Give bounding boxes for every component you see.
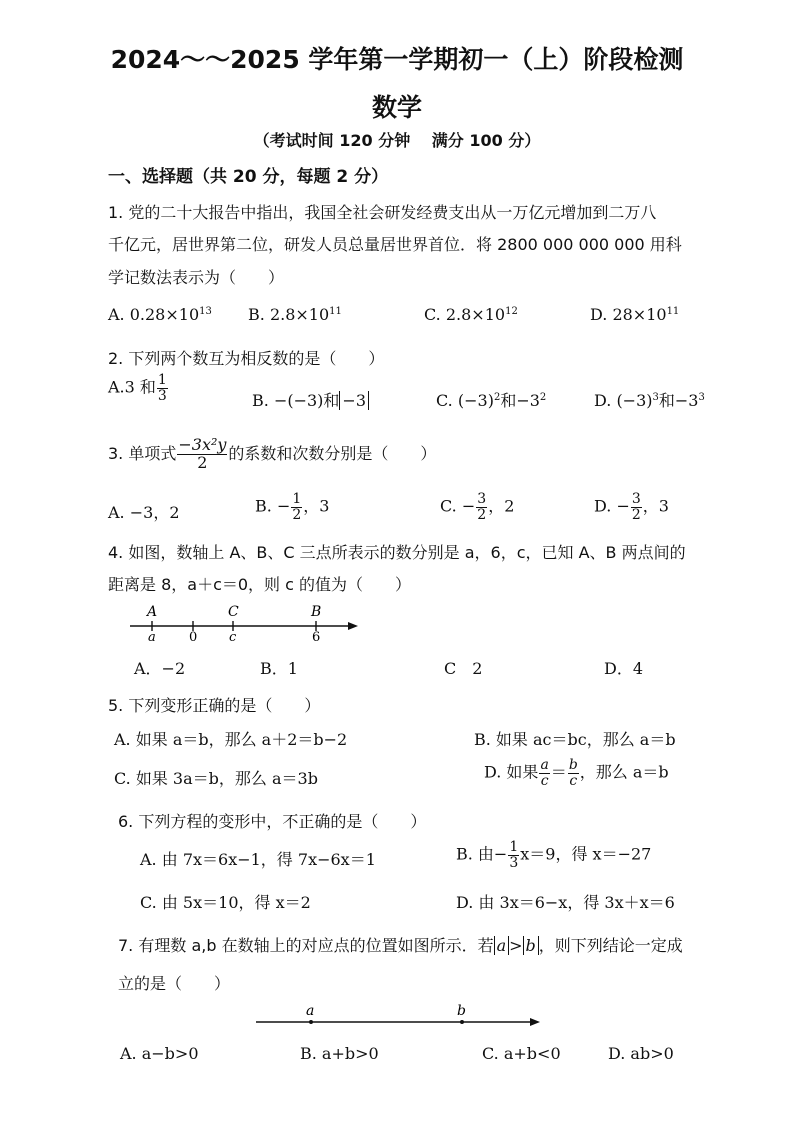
- option-text: ，3: [303, 496, 330, 516]
- numerator: 1: [292, 491, 302, 507]
- option-label: A.: [108, 377, 125, 397]
- monomial-fraction: [177, 437, 227, 472]
- option-label: C.: [440, 496, 457, 516]
- fraction: [291, 492, 302, 522]
- q6-option-a: A. 由 7x＝6x−1，得 7x−6x＝1: [140, 850, 376, 869]
- q3-option-b: [255, 492, 329, 522]
- numerator: 3: [631, 491, 641, 507]
- option-text: 和−3: [500, 391, 540, 410]
- option-label: C.: [436, 391, 453, 410]
- option-label: D.: [594, 391, 612, 410]
- point-label-b: b: [457, 1003, 466, 1019]
- subject-title: 数学: [371, 93, 422, 122]
- q3-stem: [108, 437, 436, 472]
- sign: −: [461, 496, 476, 516]
- q7-option-b: B. a+b>0: [300, 1044, 379, 1063]
- value-label-six: 6: [312, 630, 321, 644]
- point-a: [309, 1020, 313, 1024]
- option-value: 2.8×10: [269, 305, 330, 324]
- q5-option-d: [484, 758, 669, 788]
- denominator: 3: [157, 387, 167, 404]
- q5-option-b: B. 如果 ac＝bc，那么 a＝b: [474, 730, 676, 749]
- option-value: 2.8×10: [445, 305, 506, 324]
- option-label: A.: [108, 305, 125, 324]
- numerator: b: [568, 757, 578, 773]
- option-text: x＝9，得 x＝−27: [520, 844, 652, 864]
- option-label: D.: [590, 305, 608, 324]
- fraction: [476, 492, 487, 522]
- numerator: 3: [477, 491, 487, 507]
- point-label-A: A: [147, 604, 158, 620]
- q2-option-a: [108, 373, 169, 403]
- q2-stem: 2. 下列两个数互为相反数的是（ ）: [108, 349, 385, 368]
- denominator: 2: [631, 506, 641, 523]
- q4-option-a: A．−2: [134, 659, 186, 678]
- number-line-q4: [120, 600, 370, 644]
- option-text: D. 如果: [484, 762, 539, 782]
- exponent: 3: [652, 392, 659, 403]
- q4-option-c: C 2: [444, 659, 483, 678]
- section-heading: 一、选择题（共 20 分，每题 2 分）: [108, 167, 389, 187]
- exponent: 12: [505, 306, 518, 317]
- option-text: ，3: [642, 496, 669, 516]
- q1-option-b: [248, 305, 342, 324]
- q4-line2: 距离是 8，a＋c＝0，则 c 的值为（ ）: [108, 575, 412, 594]
- denominator: c: [540, 772, 549, 789]
- numerator: 1: [509, 839, 519, 855]
- option-value: 28×10: [612, 305, 667, 324]
- q3-option-d: [594, 492, 669, 522]
- exponent: 2: [539, 392, 547, 403]
- absolute-value: −3: [339, 391, 369, 410]
- option-text: (−3): [457, 391, 494, 410]
- option-text: (−3): [616, 391, 653, 410]
- option-label: C.: [424, 305, 441, 324]
- option-text: 和−3: [658, 391, 699, 410]
- value-label-c: c: [229, 630, 237, 644]
- q1-option-a: [108, 305, 212, 324]
- point-label-B: B: [311, 604, 322, 620]
- fraction: [568, 758, 579, 788]
- option-text: 3 和: [124, 377, 156, 397]
- q6-option-b: [456, 840, 651, 870]
- absolute-value-a: a: [494, 936, 510, 955]
- fraction: [539, 758, 549, 788]
- option-text: ，那么 a＝b: [579, 762, 669, 782]
- q5-option-a: A. 如果 a＝b，那么 a＋2＝b−2: [114, 730, 348, 749]
- q5-option-c: C. 如果 3a＝b，那么 a＝3b: [114, 769, 318, 788]
- q6-option-d: D. 由 3x＝6−x，得 3x＋x＝6: [456, 893, 675, 912]
- fraction: [508, 840, 519, 870]
- q2-option-b: [252, 388, 369, 411]
- stem-text: ，则下列结论一定成: [538, 936, 683, 955]
- q4-option-b: B．1: [260, 659, 298, 678]
- denominator: 2: [477, 506, 487, 523]
- exam-info: （考试时间 120 分钟 满分 100 分）: [253, 131, 541, 150]
- option-text: ，2: [488, 496, 515, 516]
- q4-option-d: D．4: [604, 659, 644, 678]
- fraction: [157, 373, 168, 403]
- exam-title: 2024～～2025 学年第一学期初一（上）阶段检测: [110, 45, 684, 74]
- exponent: 3: [698, 392, 705, 403]
- denominator: c: [569, 772, 578, 789]
- exponent: 13: [199, 306, 212, 317]
- numerator: 1: [157, 372, 167, 388]
- denominator: 2: [197, 452, 208, 472]
- option-text: −(−3)和: [273, 391, 340, 410]
- q1-line2: 千亿元，居世界第二位，研发人员总量居世界首位．将 2800 000 000 000 用科: [108, 235, 682, 254]
- q3-option-a: [108, 500, 180, 523]
- option-value: 0.28×10: [129, 305, 200, 324]
- option-label: D.: [594, 496, 612, 516]
- q1-option-d: [590, 305, 679, 324]
- point-label-C: C: [228, 604, 239, 620]
- q6-stem: 6. 下列方程的变形中，不正确的是（ ）: [118, 812, 427, 831]
- q7-line2: 立的是（ ）: [118, 974, 231, 993]
- value-label-a: a: [148, 630, 156, 644]
- absolute-value-b: b: [523, 936, 539, 955]
- q4-line1: 4. 如图，数轴上 A、B、C 三点所表示的数分别是 a，6，c，已知 A、B 两点间的: [108, 543, 686, 562]
- axis-arrow: [530, 1018, 540, 1026]
- value-label-zero: 0: [189, 630, 198, 644]
- q7-option-a: A. a−b>0: [120, 1044, 199, 1063]
- numerator: −3x²y: [178, 435, 227, 454]
- greater-than-sign: >: [509, 936, 523, 955]
- q7-line1: [118, 933, 683, 956]
- numerator: a: [540, 757, 549, 773]
- option-text: B. 由−: [456, 844, 508, 864]
- sign: −: [276, 496, 291, 516]
- q6-option-c: C. 由 5x＝10，得 x＝2: [140, 893, 311, 912]
- option-label: B.: [252, 391, 269, 410]
- option-text: −3，2: [129, 503, 180, 522]
- exponent: 2: [493, 392, 501, 403]
- option-label: A.: [108, 503, 125, 522]
- number-line-q7: [250, 1000, 550, 1034]
- q1-option-c: [424, 305, 518, 324]
- option-label: B.: [248, 305, 265, 324]
- exponent: 11: [329, 306, 342, 317]
- axis-arrow: [348, 622, 358, 630]
- option-label: B.: [255, 496, 272, 516]
- q7-option-d: D. ab>0: [608, 1044, 674, 1063]
- q2-option-d: [594, 388, 705, 411]
- point-b: [460, 1020, 464, 1024]
- exponent: 11: [666, 306, 680, 317]
- sign: −: [616, 496, 630, 516]
- stem-text: 3. 单项式: [108, 443, 177, 463]
- q1-line1: 1. 党的二十大报告中指出，我国全社会研发经费支出从一万亿元增加到二万八: [108, 203, 657, 222]
- stem-text: 7. 有理数 a,b 在数轴上的对应点的位置如图所示．若: [118, 936, 494, 955]
- fraction: [631, 492, 642, 522]
- q5-stem: 5. 下列变形正确的是（ ）: [108, 696, 321, 715]
- denominator: 2: [292, 506, 302, 523]
- q7-option-c: C. a+b<0: [482, 1044, 561, 1063]
- stem-text: 的系数和次数分别是（ ）: [228, 443, 437, 463]
- point-label-a: a: [306, 1003, 315, 1019]
- equals-sign: ＝: [550, 762, 567, 782]
- denominator: 3: [509, 854, 519, 871]
- q2-option-c: [436, 388, 546, 411]
- q3-option-c: [440, 492, 514, 522]
- q1-line3: 学记数法表示为（ ）: [108, 268, 285, 287]
